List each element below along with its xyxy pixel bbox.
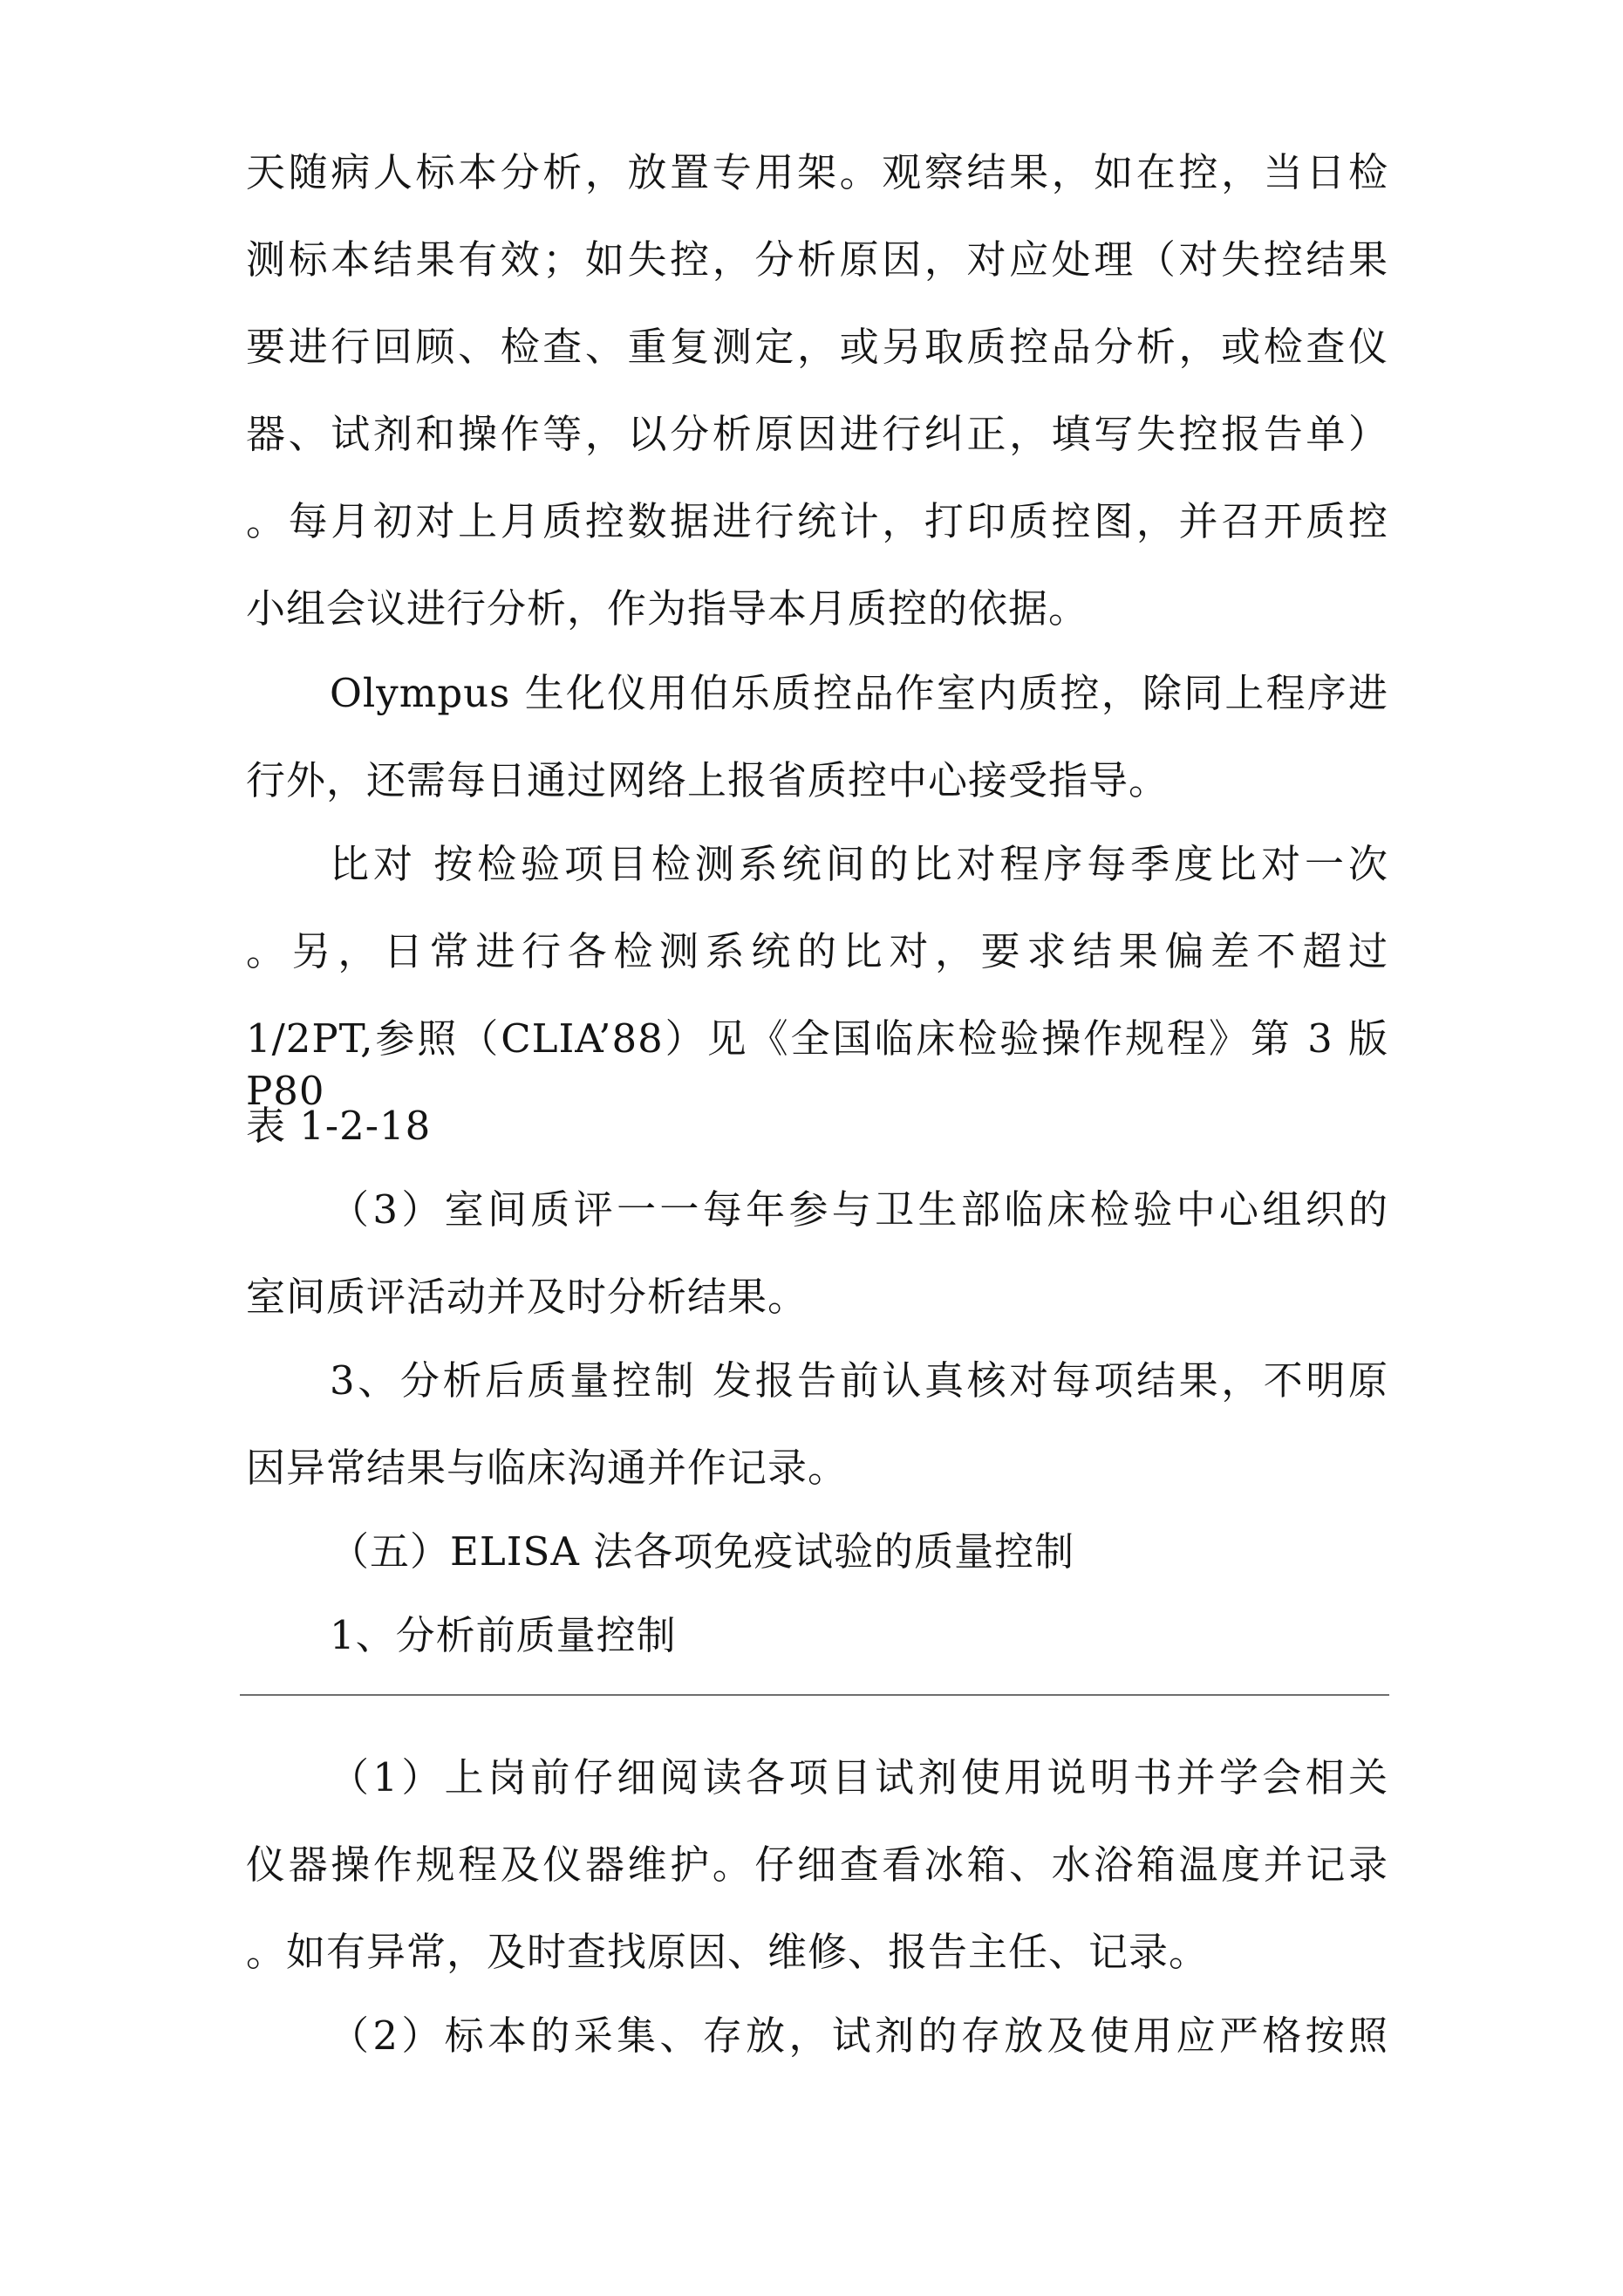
section-heading: （五）ELISA 法各项免疫试验的质量控制 (330, 1528, 1075, 1575)
paragraph-line: 。另，日常进行各检测系统的比对，要求结果偏差不超过 (246, 928, 1388, 974)
subsection-heading: 1、分析前质量控制 (330, 1612, 677, 1658)
paragraph-line: 3、分析后质量控制 发报告前认真核对每项结果，不明原 (330, 1357, 1388, 1404)
paragraph-line: （3）室间质评一一每年参与卫生部临床检验中心组织的 (330, 1186, 1388, 1233)
paragraph-line: 比对 按检验项目检测系统间的比对程序每季度比对一次 (330, 841, 1388, 887)
paragraph-line: 测标本结果有效；如失控，分析原因，对应处理（对失控结果 (246, 236, 1388, 283)
paragraph-line: 1/2PT,参照（CLIA’88）见《全国临床检验操作规程》第 3 版 P80 (246, 1015, 1388, 1114)
paragraph-line: 室间质评活动并及时分析结果。 (246, 1274, 808, 1320)
paragraph-line: 天随病人标本分析，放置专用架。观察结果，如在控，当日检 (246, 149, 1388, 195)
paragraph-line: 。每月初对上月质控数据进行统计，打印质控图，并召开质控 (246, 498, 1388, 544)
paragraph-line: 器、试剂和操作等，以分析原因进行纠正，填写失控报告单） (246, 411, 1388, 457)
paragraph-line: （2）标本的采集、存放，试剂的存放及使用应严格按照 (330, 2012, 1388, 2059)
paragraph-line: 表 1-2-18 (246, 1103, 432, 1149)
paragraph-line: 仪器操作规程及仪器维护。仔细查看冰箱、水浴箱温度并记录 (246, 1842, 1388, 1888)
paragraph-line: 。如有异常，及时查找原因、维修、报告主任、记录。 (246, 1929, 1210, 1975)
page-divider (240, 1694, 1389, 1696)
paragraph-line: 行外，还需每日通过网络上报省质控中心接受指导。 (246, 757, 1170, 803)
paragraph-line: 因异常结果与临床沟通并作记录。 (246, 1445, 849, 1491)
paragraph-line: （1）上岗前仔细阅读各项目试剂使用说明书并学会相关 (330, 1754, 1388, 1801)
paragraph-line: 要进行回顾、检查、重复测定，或另取质控品分析，或检查仪 (246, 324, 1388, 370)
paragraph-line: 小组会议进行分析，作为指导本月质控的依据。 (246, 585, 1089, 632)
paragraph-line: Olympus 生化仪用伯乐质控品作室内质控，除同上程序进 (330, 670, 1388, 716)
